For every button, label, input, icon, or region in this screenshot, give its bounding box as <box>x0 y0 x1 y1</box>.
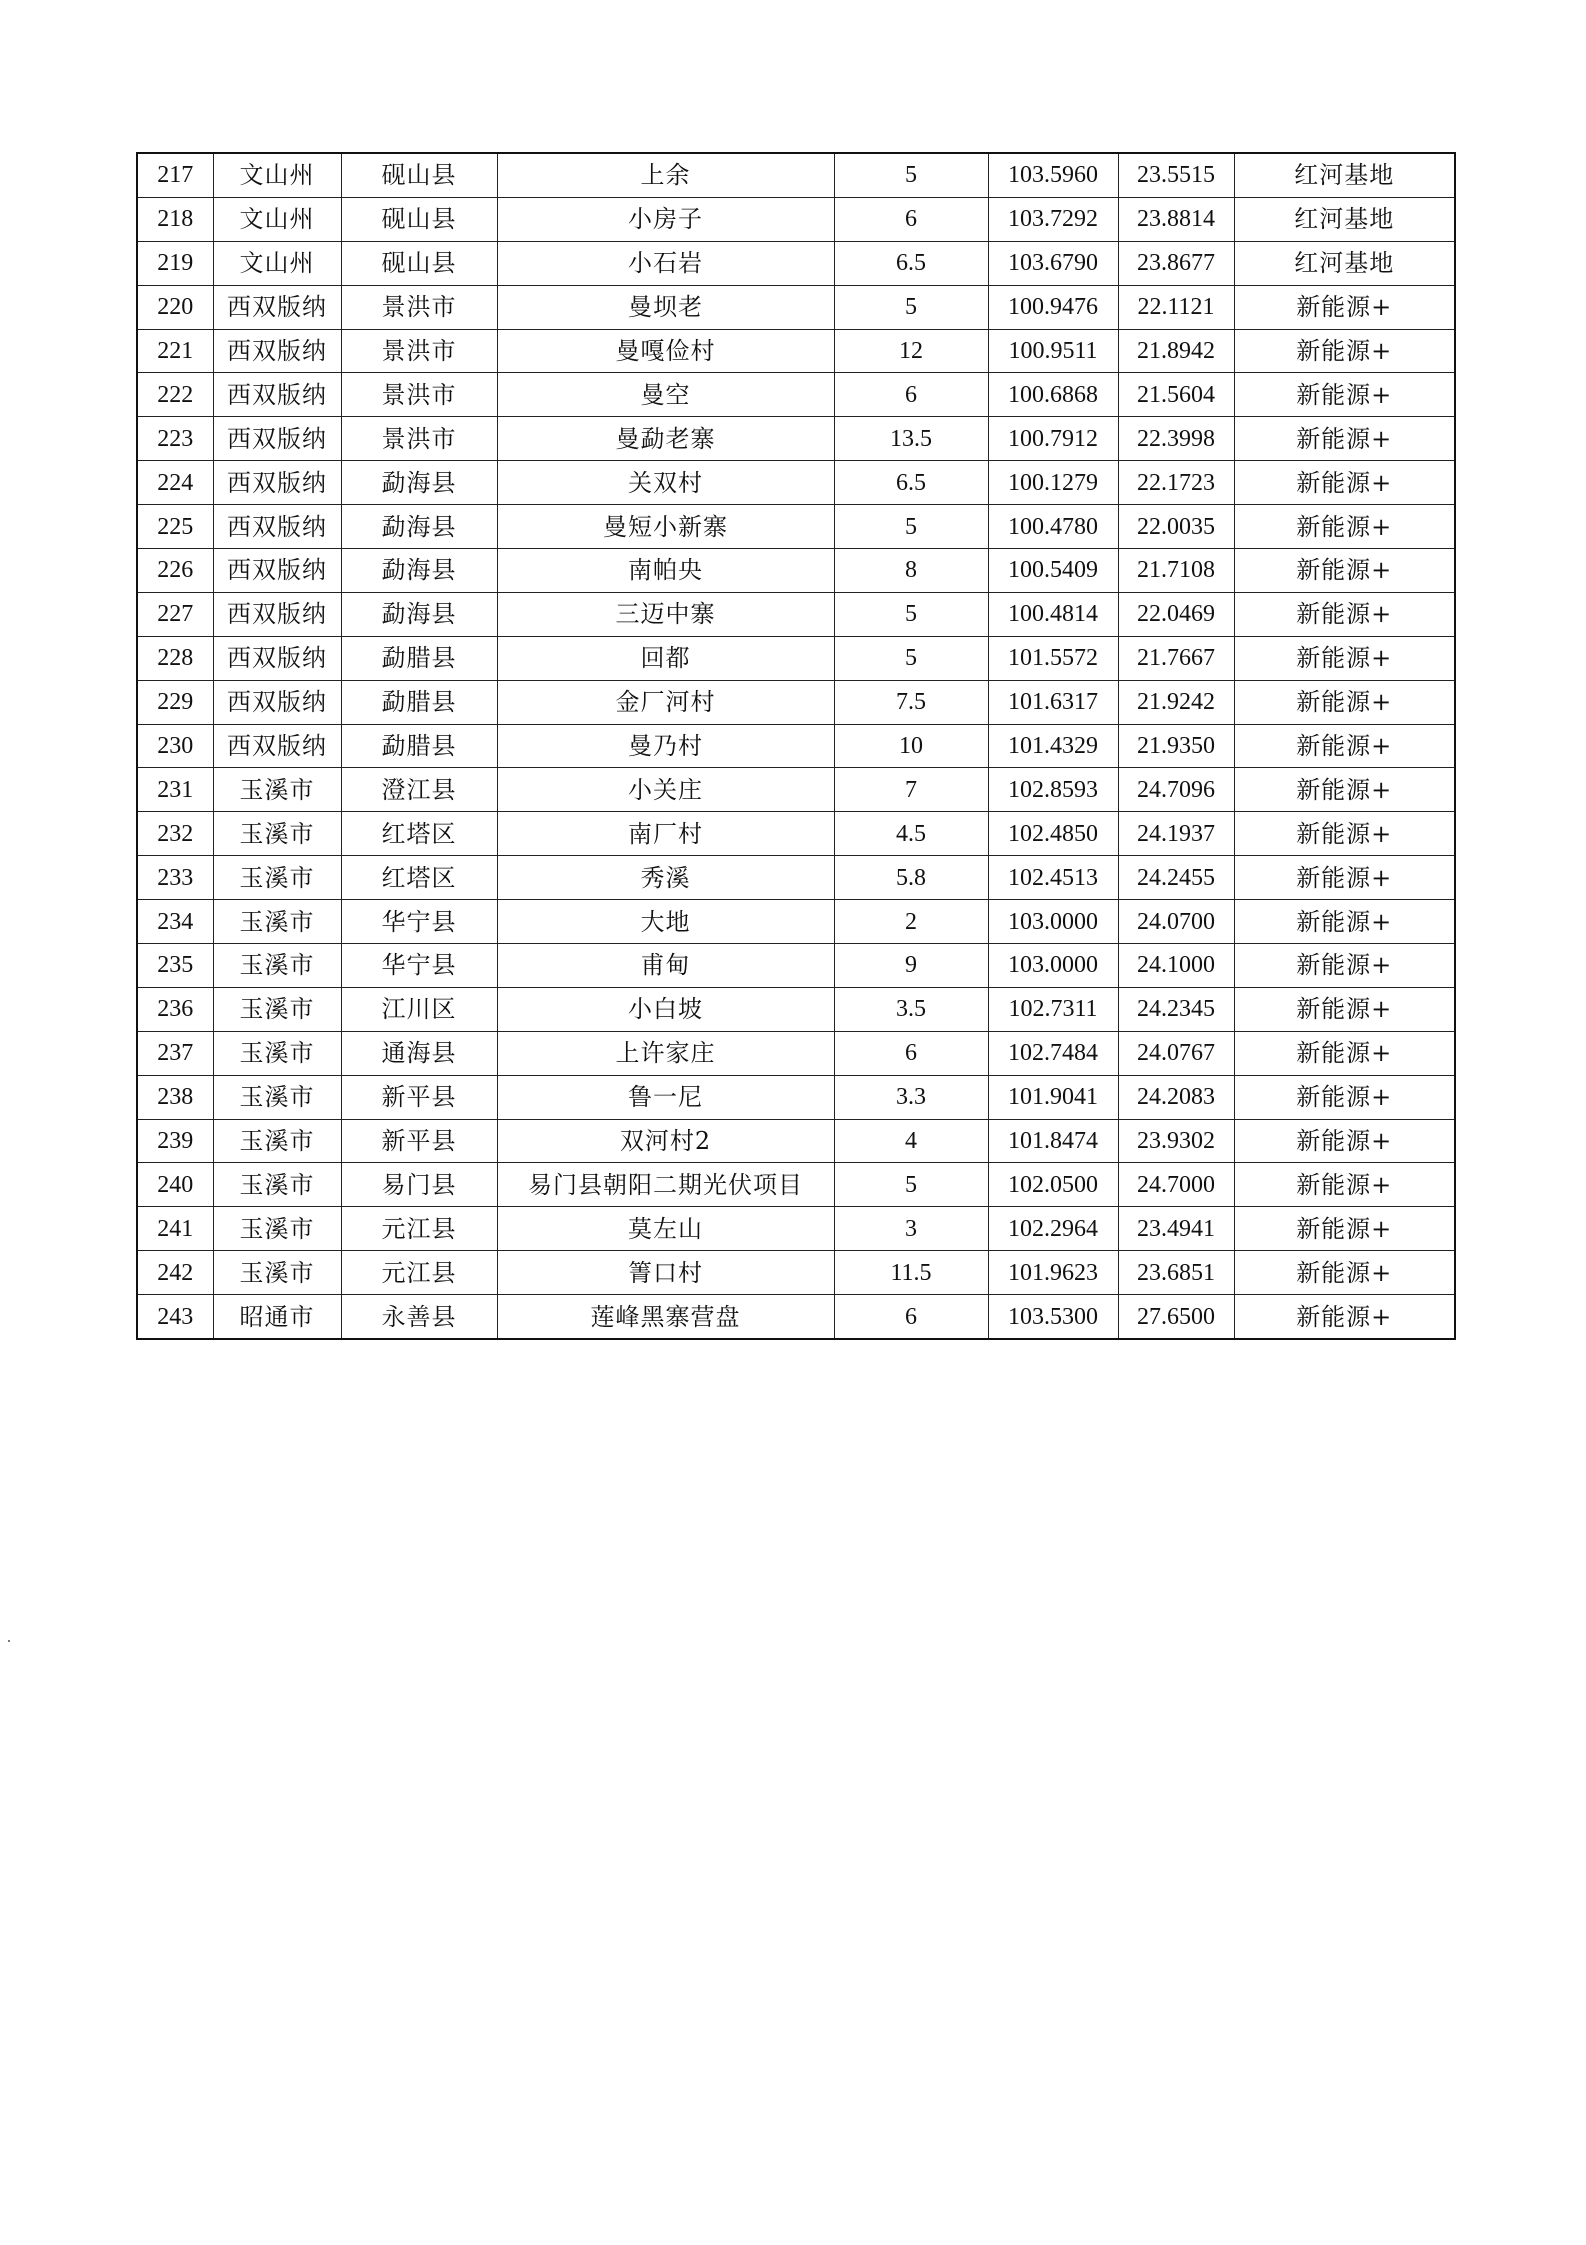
latitude-cell: 22.1723 <box>1118 461 1234 505</box>
category-cell: 新能源+ <box>1234 592 1455 636</box>
row-number-cell: 228 <box>137 636 213 680</box>
table-row <box>137 944 1455 988</box>
latitude-cell: 23.8814 <box>1118 197 1234 241</box>
category-cell: 新能源+ <box>1234 505 1455 549</box>
capacity-cell: 6 <box>834 197 988 241</box>
row-number-cell: 221 <box>137 329 213 373</box>
row-number-cell: 224 <box>137 461 213 505</box>
category-cell: 新能源+ <box>1234 461 1455 505</box>
city-cell: 西双版纳 <box>213 592 341 636</box>
site-name-cell: 甫甸 <box>497 944 834 988</box>
longitude-cell: 101.9041 <box>988 1075 1118 1119</box>
county-cell: 新平县 <box>341 1075 497 1119</box>
table-row <box>137 856 1455 900</box>
longitude-cell: 100.1279 <box>988 461 1118 505</box>
longitude-cell: 101.8474 <box>988 1119 1118 1163</box>
county-cell: 勐腊县 <box>341 636 497 680</box>
site-name-cell: 大地 <box>497 900 834 944</box>
latitude-cell: 24.2083 <box>1118 1075 1234 1119</box>
category-cell: 新能源+ <box>1234 1163 1455 1207</box>
county-cell: 勐海县 <box>341 505 497 549</box>
site-name-cell: 回都 <box>497 636 834 680</box>
city-cell: 玉溪市 <box>213 987 341 1031</box>
latitude-cell: 24.0767 <box>1118 1031 1234 1075</box>
site-name-cell: 曼短小新寨 <box>497 505 834 549</box>
latitude-cell: 21.7667 <box>1118 636 1234 680</box>
site-name-cell: 曼嘎俭村 <box>497 329 834 373</box>
longitude-cell: 100.4780 <box>988 505 1118 549</box>
city-cell: 玉溪市 <box>213 768 341 812</box>
category-cell: 新能源+ <box>1234 768 1455 812</box>
city-cell: 文山州 <box>213 153 341 197</box>
row-number-cell: 219 <box>137 241 213 285</box>
longitude-cell: 100.5409 <box>988 549 1118 593</box>
category-cell: 新能源+ <box>1234 329 1455 373</box>
table-row <box>137 1295 1455 1339</box>
longitude-cell: 100.6868 <box>988 373 1118 417</box>
table-row <box>137 1163 1455 1207</box>
capacity-cell: 5 <box>834 1163 988 1207</box>
site-name-cell: 小石岩 <box>497 241 834 285</box>
site-name-cell: 莫左山 <box>497 1207 834 1251</box>
table-body <box>137 153 1455 1339</box>
city-cell: 玉溪市 <box>213 1075 341 1119</box>
row-number-cell: 226 <box>137 549 213 593</box>
latitude-cell: 24.7000 <box>1118 1163 1234 1207</box>
city-cell: 玉溪市 <box>213 1119 341 1163</box>
county-cell: 元江县 <box>341 1251 497 1295</box>
latitude-cell: 27.6500 <box>1118 1295 1234 1339</box>
latitude-cell: 21.9350 <box>1118 724 1234 768</box>
site-name-cell: 小关庄 <box>497 768 834 812</box>
row-number-cell: 227 <box>137 592 213 636</box>
county-cell: 勐海县 <box>341 592 497 636</box>
site-name-cell: 曼坝老 <box>497 285 834 329</box>
table-row <box>137 285 1455 329</box>
row-number-cell: 237 <box>137 1031 213 1075</box>
capacity-cell: 6 <box>834 1295 988 1339</box>
latitude-cell: 22.1121 <box>1118 285 1234 329</box>
table-row <box>137 812 1455 856</box>
latitude-cell: 24.2345 <box>1118 987 1234 1031</box>
county-cell: 新平县 <box>341 1119 497 1163</box>
county-cell: 通海县 <box>341 1031 497 1075</box>
county-cell: 勐海县 <box>341 461 497 505</box>
latitude-cell: 23.9302 <box>1118 1119 1234 1163</box>
site-name-cell: 鲁一尼 <box>497 1075 834 1119</box>
row-number-cell: 240 <box>137 1163 213 1207</box>
latitude-cell: 24.2455 <box>1118 856 1234 900</box>
project-table <box>136 152 1456 1340</box>
city-cell: 玉溪市 <box>213 1251 341 1295</box>
latitude-cell: 24.1937 <box>1118 812 1234 856</box>
site-name-cell: 上许家庄 <box>497 1031 834 1075</box>
county-cell: 元江县 <box>341 1207 497 1251</box>
capacity-cell: 6 <box>834 1031 988 1075</box>
latitude-cell: 23.4941 <box>1118 1207 1234 1251</box>
row-number-cell: 243 <box>137 1295 213 1339</box>
latitude-cell: 21.5604 <box>1118 373 1234 417</box>
row-number-cell: 239 <box>137 1119 213 1163</box>
latitude-cell: 24.7096 <box>1118 768 1234 812</box>
longitude-cell: 101.6317 <box>988 680 1118 724</box>
capacity-cell: 5 <box>834 505 988 549</box>
row-number-cell: 220 <box>137 285 213 329</box>
longitude-cell: 100.4814 <box>988 592 1118 636</box>
capacity-cell: 5 <box>834 592 988 636</box>
county-cell: 勐海县 <box>341 549 497 593</box>
capacity-cell: 5 <box>834 636 988 680</box>
city-cell: 文山州 <box>213 197 341 241</box>
longitude-cell: 100.7912 <box>988 417 1118 461</box>
capacity-cell: 3.5 <box>834 987 988 1031</box>
row-number-cell: 234 <box>137 900 213 944</box>
table-row <box>137 505 1455 549</box>
table-row <box>137 241 1455 285</box>
city-cell: 玉溪市 <box>213 1031 341 1075</box>
row-number-cell: 225 <box>137 505 213 549</box>
row-number-cell: 242 <box>137 1251 213 1295</box>
site-name-cell: 小房子 <box>497 197 834 241</box>
county-cell: 易门县 <box>341 1163 497 1207</box>
city-cell: 西双版纳 <box>213 329 341 373</box>
city-cell: 西双版纳 <box>213 724 341 768</box>
category-cell: 新能源+ <box>1234 680 1455 724</box>
row-number-cell: 232 <box>137 812 213 856</box>
site-name-cell: 莲峰黑寨营盘 <box>497 1295 834 1339</box>
row-number-cell: 223 <box>137 417 213 461</box>
longitude-cell: 102.4850 <box>988 812 1118 856</box>
capacity-cell: 6.5 <box>834 241 988 285</box>
city-cell: 西双版纳 <box>213 636 341 680</box>
table-row <box>137 724 1455 768</box>
longitude-cell: 100.9476 <box>988 285 1118 329</box>
county-cell: 澄江县 <box>341 768 497 812</box>
category-cell: 新能源+ <box>1234 812 1455 856</box>
longitude-cell: 102.4513 <box>988 856 1118 900</box>
capacity-cell: 7.5 <box>834 680 988 724</box>
category-cell: 新能源+ <box>1234 1119 1455 1163</box>
latitude-cell: 23.8677 <box>1118 241 1234 285</box>
county-cell: 砚山县 <box>341 153 497 197</box>
capacity-cell: 3.3 <box>834 1075 988 1119</box>
county-cell: 景洪市 <box>341 329 497 373</box>
latitude-cell: 21.9242 <box>1118 680 1234 724</box>
row-number-cell: 241 <box>137 1207 213 1251</box>
county-cell: 砚山县 <box>341 197 497 241</box>
longitude-cell: 100.9511 <box>988 329 1118 373</box>
site-name-cell: 曼空 <box>497 373 834 417</box>
city-cell: 西双版纳 <box>213 417 341 461</box>
site-name-cell: 三迈中寨 <box>497 592 834 636</box>
latitude-cell: 23.5515 <box>1118 153 1234 197</box>
city-cell: 昭通市 <box>213 1295 341 1339</box>
county-cell: 永善县 <box>341 1295 497 1339</box>
county-cell: 江川区 <box>341 987 497 1031</box>
row-number-cell: 231 <box>137 768 213 812</box>
table-row <box>137 153 1455 197</box>
capacity-cell: 11.5 <box>834 1251 988 1295</box>
site-name-cell: 曼勐老寨 <box>497 417 834 461</box>
category-cell: 新能源+ <box>1234 1207 1455 1251</box>
category-cell: 新能源+ <box>1234 1295 1455 1339</box>
longitude-cell: 101.5572 <box>988 636 1118 680</box>
city-cell: 玉溪市 <box>213 856 341 900</box>
category-cell: 新能源+ <box>1234 417 1455 461</box>
table-row <box>137 1119 1455 1163</box>
table-row <box>137 592 1455 636</box>
latitude-cell: 23.6851 <box>1118 1251 1234 1295</box>
site-name-cell: 上余 <box>497 153 834 197</box>
table-row <box>137 461 1455 505</box>
capacity-cell: 7 <box>834 768 988 812</box>
table-row <box>137 1251 1455 1295</box>
longitude-cell: 103.5960 <box>988 153 1118 197</box>
row-number-cell: 238 <box>137 1075 213 1119</box>
table-row <box>137 680 1455 724</box>
category-cell: 红河基地 <box>1234 197 1455 241</box>
capacity-cell: 2 <box>834 900 988 944</box>
site-name-cell: 双河村2 <box>497 1119 834 1163</box>
county-cell: 景洪市 <box>341 373 497 417</box>
county-cell: 砚山县 <box>341 241 497 285</box>
table-row <box>137 636 1455 680</box>
latitude-cell: 22.3998 <box>1118 417 1234 461</box>
city-cell: 西双版纳 <box>213 505 341 549</box>
table-row <box>137 987 1455 1031</box>
latitude-cell: 22.0035 <box>1118 505 1234 549</box>
county-cell: 景洪市 <box>341 417 497 461</box>
longitude-cell: 103.5300 <box>988 1295 1118 1339</box>
capacity-cell: 6 <box>834 373 988 417</box>
county-cell: 华宁县 <box>341 900 497 944</box>
longitude-cell: 102.2964 <box>988 1207 1118 1251</box>
county-cell: 勐腊县 <box>341 680 497 724</box>
longitude-cell: 103.6790 <box>988 241 1118 285</box>
city-cell: 玉溪市 <box>213 812 341 856</box>
city-cell: 西双版纳 <box>213 285 341 329</box>
capacity-cell: 8 <box>834 549 988 593</box>
row-number-cell: 222 <box>137 373 213 417</box>
capacity-cell: 9 <box>834 944 988 988</box>
longitude-cell: 103.7292 <box>988 197 1118 241</box>
row-number-cell: 218 <box>137 197 213 241</box>
table-row <box>137 768 1455 812</box>
capacity-cell: 6.5 <box>834 461 988 505</box>
table-row <box>137 1031 1455 1075</box>
site-name-cell: 小白坡 <box>497 987 834 1031</box>
capacity-cell: 12 <box>834 329 988 373</box>
row-number-cell: 230 <box>137 724 213 768</box>
city-cell: 西双版纳 <box>213 373 341 417</box>
table-row <box>137 197 1455 241</box>
county-cell: 红塔区 <box>341 812 497 856</box>
table-row <box>137 900 1455 944</box>
row-number-cell: 236 <box>137 987 213 1031</box>
capacity-cell: 13.5 <box>834 417 988 461</box>
latitude-cell: 24.0700 <box>1118 900 1234 944</box>
city-cell: 玉溪市 <box>213 900 341 944</box>
longitude-cell: 103.0000 <box>988 900 1118 944</box>
longitude-cell: 102.0500 <box>988 1163 1118 1207</box>
row-number-cell: 235 <box>137 944 213 988</box>
table-row <box>137 417 1455 461</box>
city-cell: 西双版纳 <box>213 680 341 724</box>
category-cell: 红河基地 <box>1234 241 1455 285</box>
county-cell: 红塔区 <box>341 856 497 900</box>
city-cell: 西双版纳 <box>213 461 341 505</box>
longitude-cell: 102.7311 <box>988 987 1118 1031</box>
table-row <box>137 373 1455 417</box>
site-name-cell: 曼乃村 <box>497 724 834 768</box>
category-cell: 新能源+ <box>1234 856 1455 900</box>
capacity-cell: 4 <box>834 1119 988 1163</box>
latitude-cell: 24.1000 <box>1118 944 1234 988</box>
category-cell: 新能源+ <box>1234 373 1455 417</box>
category-cell: 新能源+ <box>1234 724 1455 768</box>
row-number-cell: 217 <box>137 153 213 197</box>
category-cell: 新能源+ <box>1234 285 1455 329</box>
longitude-cell: 101.4329 <box>988 724 1118 768</box>
city-cell: 西双版纳 <box>213 549 341 593</box>
city-cell: 玉溪市 <box>213 1207 341 1251</box>
county-cell: 华宁县 <box>341 944 497 988</box>
category-cell: 新能源+ <box>1234 1075 1455 1119</box>
category-cell: 新能源+ <box>1234 987 1455 1031</box>
table-row <box>137 1207 1455 1251</box>
category-cell: 新能源+ <box>1234 549 1455 593</box>
city-cell: 玉溪市 <box>213 1163 341 1207</box>
capacity-cell: 4.5 <box>834 812 988 856</box>
capacity-cell: 5.8 <box>834 856 988 900</box>
category-cell: 新能源+ <box>1234 900 1455 944</box>
city-cell: 玉溪市 <box>213 944 341 988</box>
site-name-cell: 箐口村 <box>497 1251 834 1295</box>
category-cell: 新能源+ <box>1234 636 1455 680</box>
capacity-cell: 5 <box>834 153 988 197</box>
county-cell: 勐腊县 <box>341 724 497 768</box>
county-cell: 景洪市 <box>341 285 497 329</box>
site-name-cell: 南厂村 <box>497 812 834 856</box>
longitude-cell: 102.7484 <box>988 1031 1118 1075</box>
category-cell: 新能源+ <box>1234 944 1455 988</box>
site-name-cell: 南帕央 <box>497 549 834 593</box>
site-name-cell: 金厂河村 <box>497 680 834 724</box>
row-number-cell: 233 <box>137 856 213 900</box>
longitude-cell: 102.8593 <box>988 768 1118 812</box>
category-cell: 新能源+ <box>1234 1031 1455 1075</box>
capacity-cell: 5 <box>834 285 988 329</box>
city-cell: 文山州 <box>213 241 341 285</box>
category-cell: 新能源+ <box>1234 1251 1455 1295</box>
longitude-cell: 101.9623 <box>988 1251 1118 1295</box>
site-name-cell: 秀溪 <box>497 856 834 900</box>
capacity-cell: 10 <box>834 724 988 768</box>
table-row <box>137 1075 1455 1119</box>
table-row <box>137 549 1455 593</box>
longitude-cell: 103.0000 <box>988 944 1118 988</box>
latitude-cell: 21.7108 <box>1118 549 1234 593</box>
table-row <box>137 329 1455 373</box>
latitude-cell: 22.0469 <box>1118 592 1234 636</box>
row-number-cell: 229 <box>137 680 213 724</box>
category-cell: 红河基地 <box>1234 153 1455 197</box>
scan-speck <box>8 1640 10 1642</box>
site-name-cell: 关双村 <box>497 461 834 505</box>
latitude-cell: 21.8942 <box>1118 329 1234 373</box>
site-name-cell: 易门县朝阳二期光伏项目 <box>497 1163 834 1207</box>
capacity-cell: 3 <box>834 1207 988 1251</box>
